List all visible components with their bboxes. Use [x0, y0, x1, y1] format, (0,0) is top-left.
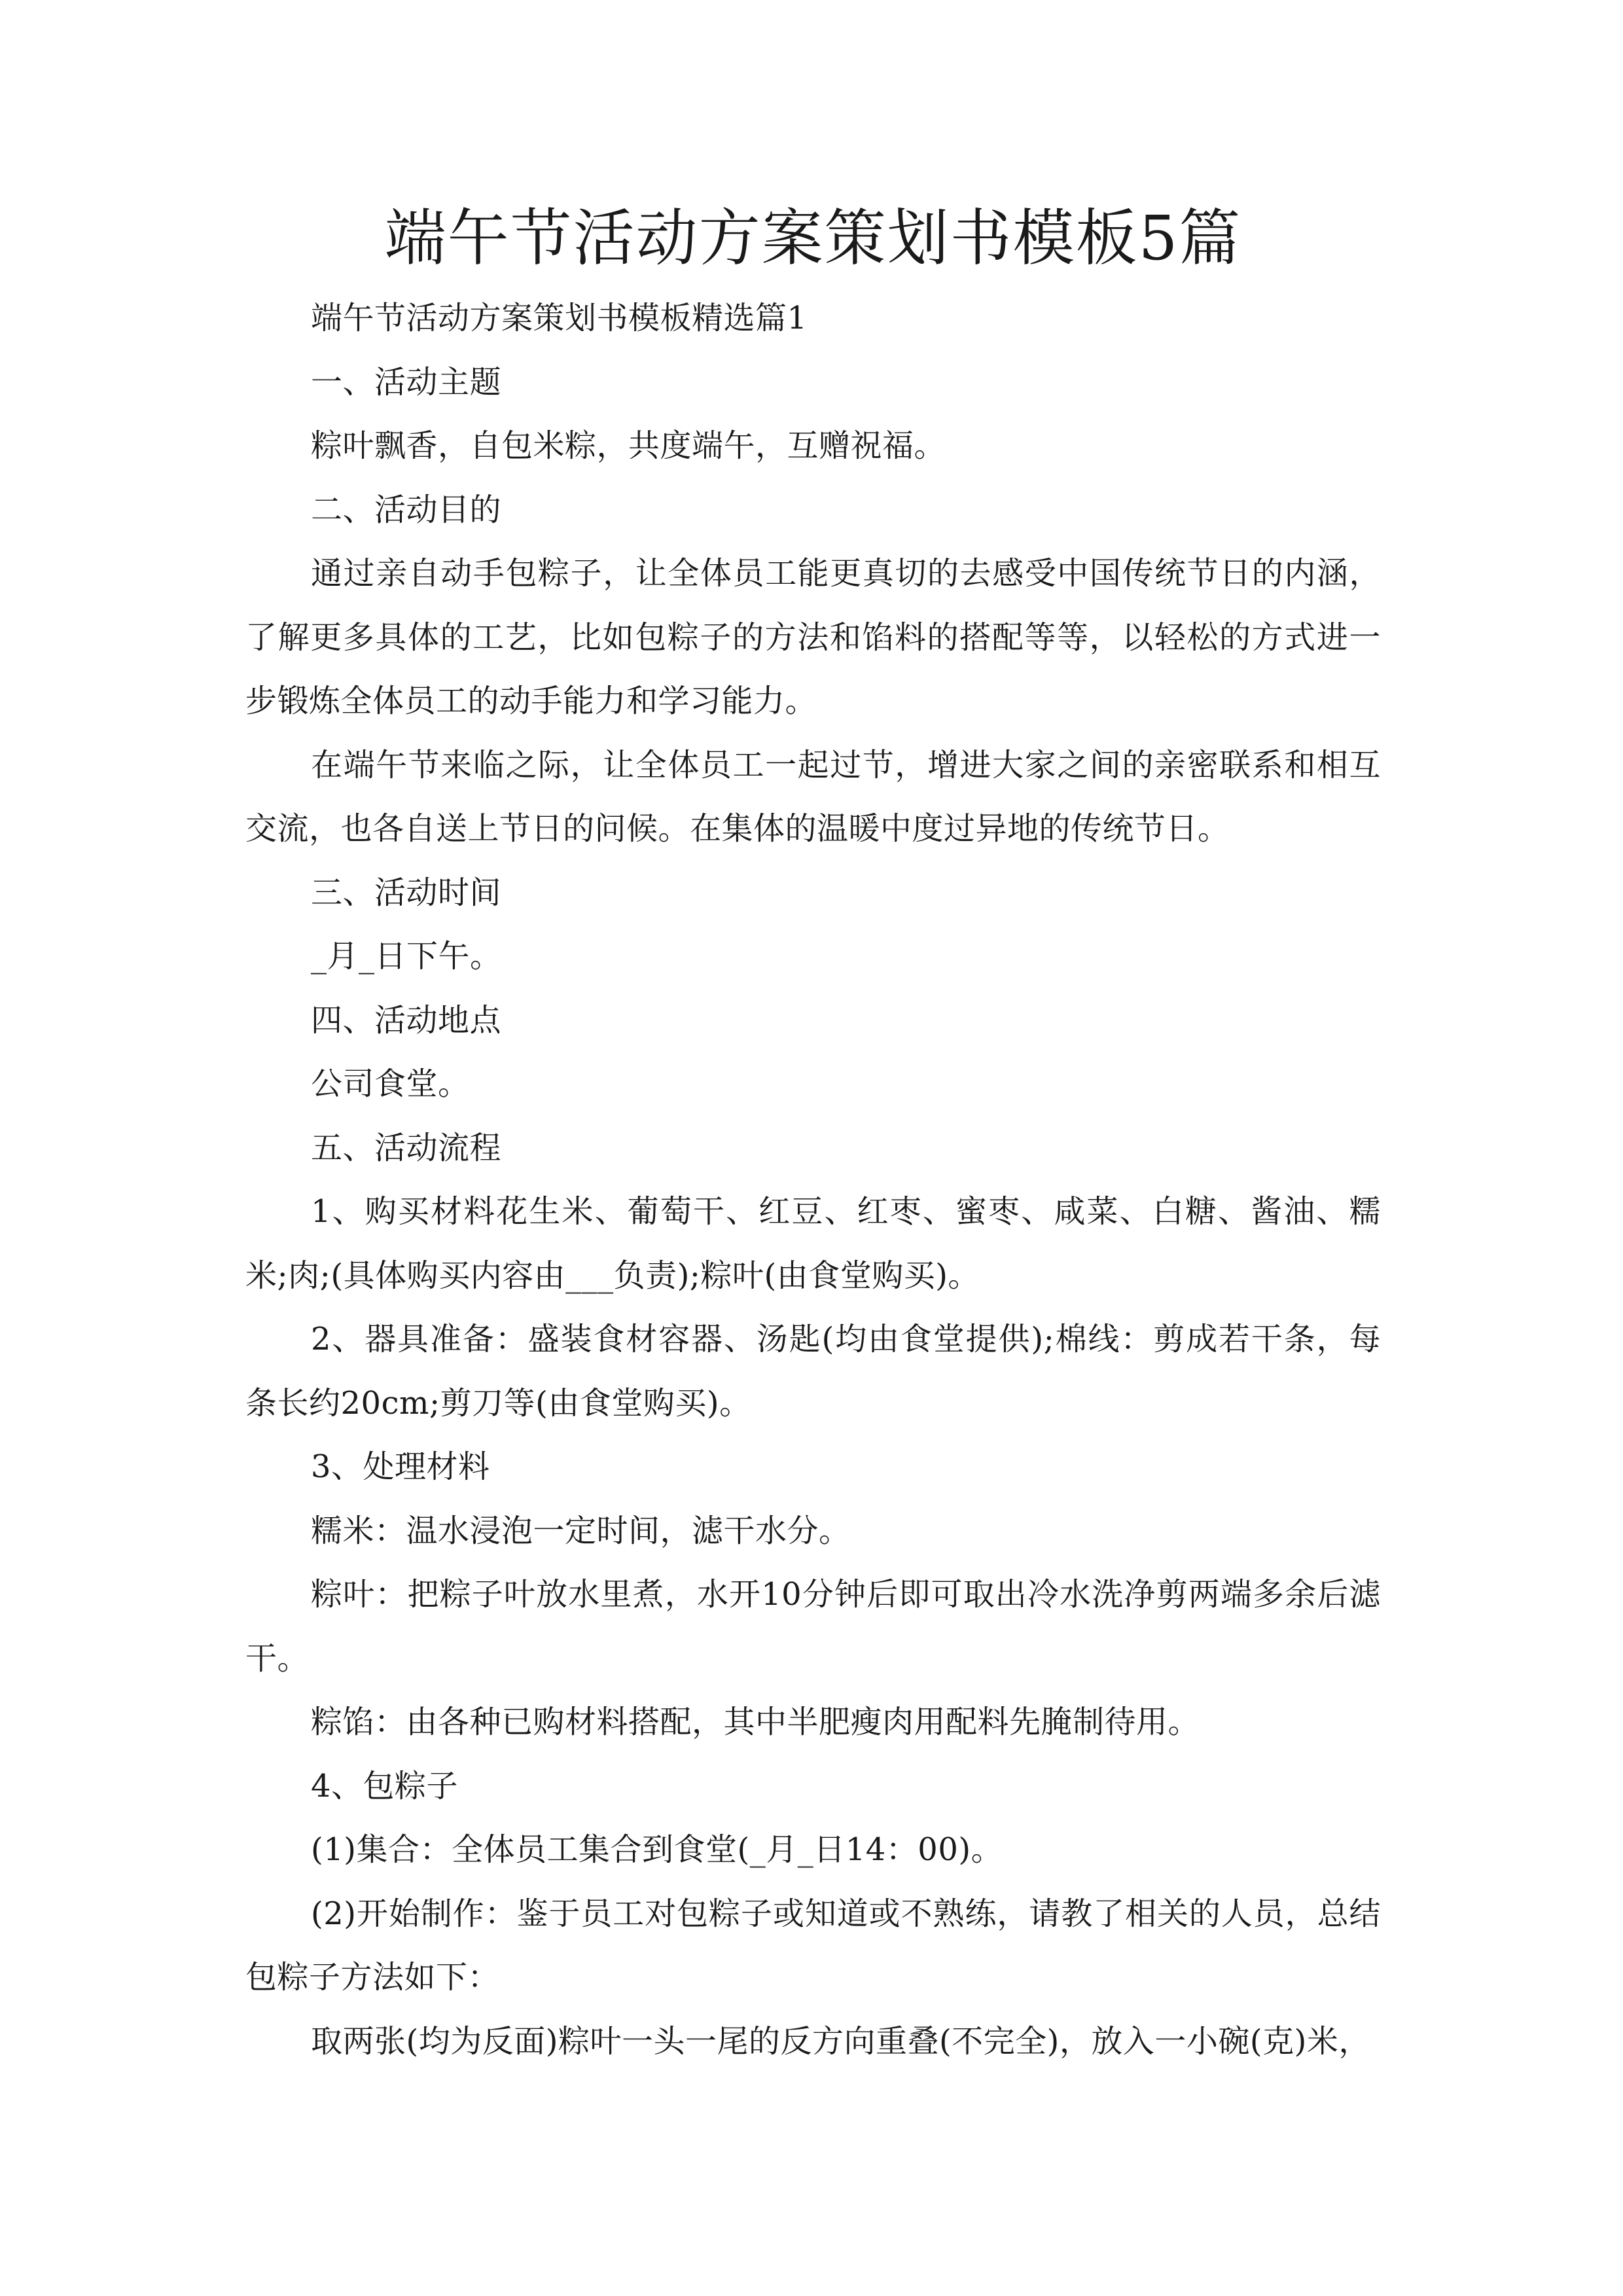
heading-activity-process: 五、活动流程 — [311, 1129, 502, 1166]
paragraph-theme-text: 粽叶飘香，自包米粽，共度端午，互赠祝福。 — [311, 427, 946, 464]
heading-activity-theme: 一、活动主题 — [311, 363, 502, 401]
heading-activity-time: 三、活动时间 — [311, 874, 502, 911]
heading-activity-purpose: 二、活动目的 — [311, 491, 502, 528]
paragraph-step-4: 4、包粽子 — [311, 1767, 459, 1804]
paragraph-rice: 糯米：温水浸泡一定时间，滤干水分。 — [311, 1512, 851, 1549]
document-title: 端午节活动方案策划书模板5篇 — [384, 203, 1242, 274]
paragraph-purpose-2: 在端午节来临之际，让全体员工一起过节，增进大家之间的亲密联系和相互交流，也各自送上节日的问候。在集体的温暖中度过异地的传统节日。 — [245, 746, 1381, 847]
paragraph-gather: (1)集合：全体员工集合到食堂(_月_日14：00)。 — [311, 1831, 1003, 1868]
paragraph-filling: 粽馅：由各种已购材料搭配，其中半肥瘦肉用配料先腌制待用。 — [311, 1704, 1200, 1740]
paragraph-start-making: (2)开始制作：鉴于员工对包粽子或知道或不熟练，请教了相关的人员，总结包粽子方法如下： — [245, 1895, 1381, 1996]
paragraph-step-2: 2、器具准备：盛装食材容器、汤匙(均由食堂提供);棉线：剪成若干条，每条长约20cm;剪刀等(由食堂购买)。 — [245, 1321, 1381, 1422]
paragraph-leaves: 粽叶：把粽子叶放水里煮，水开10分钟后即可取出冷水洗净剪两端多余后滤干。 — [245, 1576, 1381, 1677]
paragraph-step-1: 1、购买材料花生米、葡萄干、红豆、红枣、蜜枣、咸菜、白糖、酱油、糯米;肉;(具体购买内容由___负责);粽叶(由食堂购买)。 — [245, 1193, 1381, 1294]
paragraph-location-text: 公司食堂。 — [311, 1066, 470, 1102]
paragraph-time-text: _月_日下午。 — [311, 938, 502, 975]
section-subtitle: 端午节活动方案策划书模板精选篇1 — [311, 300, 808, 336]
paragraph-wrapping-method: 取两张(均为反面)粽叶一头一尾的反方向重叠(不完全)，放入一小碗(克)米， — [311, 2022, 1370, 2060]
paragraph-purpose-1: 通过亲自动手包粽子，让全体员工能更真切的去感受中国传统节日的内涵，了解更多具体的工艺，比如包粽子的方法和馅料的搭配等等，以轻松的方式进一步锻炼全体员工的动手能力和学习能力。 — [245, 555, 1381, 719]
paragraph-step-3: 3、处理材料 — [311, 1448, 490, 1485]
document-page — [245, 196, 1381, 2073]
heading-activity-location: 四、活动地点 — [311, 1001, 502, 1039]
